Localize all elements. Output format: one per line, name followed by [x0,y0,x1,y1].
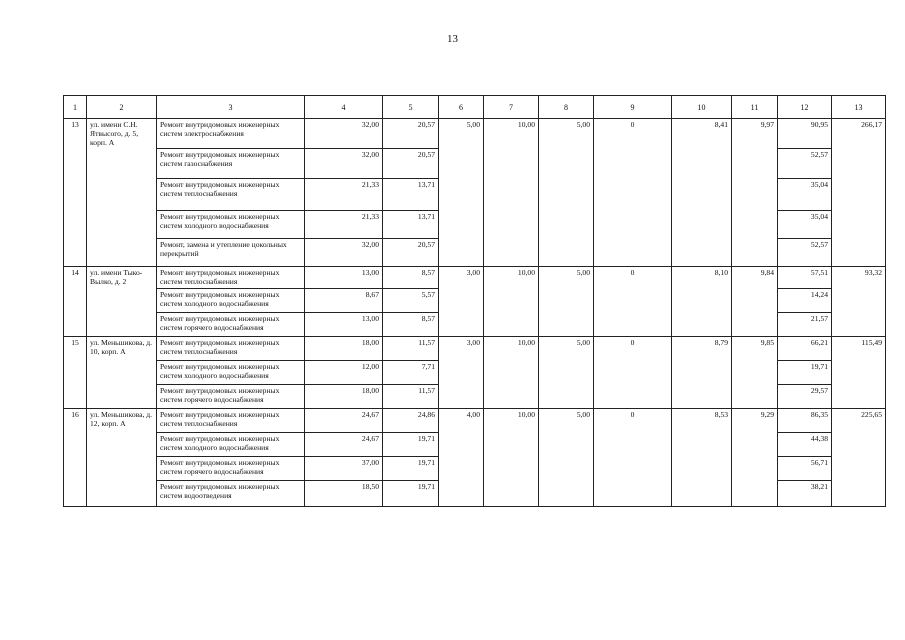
value-cell-4: 12,00 [305,361,383,385]
value-cell-12: 66,21 [778,337,832,361]
value-cell-4: 32,00 [305,239,383,267]
work-type-cell: Ремонт внутридомовых инженерных систем горячего водоснабжения [157,313,305,337]
value-cell-11: 9,97 [732,119,778,267]
value-cell-10: 8,53 [672,409,732,507]
value-cell-4: 18,00 [305,385,383,409]
value-cell-11: 9,85 [732,337,778,409]
value-cell-5: 20,57 [383,149,439,179]
value-cell-4: 37,00 [305,457,383,481]
value-cell-8: 5,00 [539,119,594,267]
value-cell-4: 13,00 [305,267,383,289]
value-cell-5: 13,71 [383,179,439,211]
value-cell-11: 9,84 [732,267,778,337]
value-cell-4: 21,33 [305,179,383,211]
page-number: 13 [447,33,458,45]
value-cell-7: 10,00 [484,337,539,409]
value-cell-4: 32,00 [305,119,383,149]
row-number-cell: 15 [64,337,87,409]
table-row [64,409,886,433]
value-cell-5: 19,71 [383,481,439,507]
value-cell-4: 24,67 [305,433,383,457]
address-cell: ул. Меньшикова, д. 10, корп. А [87,337,157,409]
value-cell-12: 90,95 [778,119,832,149]
work-type-cell: Ремонт внутридомовых инженерных систем холодного водоснабжения [157,361,305,385]
value-cell-9: 0 [594,119,672,267]
value-cell-4: 24,67 [305,409,383,433]
column-header: 6 [439,96,484,119]
works-table [63,95,886,507]
value-cell-4: 18,50 [305,481,383,507]
value-cell-5: 11,57 [383,337,439,361]
value-cell-5: 11,57 [383,385,439,409]
column-header: 7 [484,96,539,119]
work-type-cell: Ремонт внутридомовых инженерных систем водоотведения [157,481,305,507]
value-cell-12: 86,35 [778,409,832,433]
total-cell-13: 225,65 [832,409,886,507]
value-cell-12: 21,57 [778,313,832,337]
work-type-cell: Ремонт внутридомовых инженерных систем теплоснабжения [157,409,305,433]
value-cell-7: 10,00 [484,267,539,337]
column-header: 13 [832,96,886,119]
total-cell-13: 266,17 [832,119,886,267]
column-header: 12 [778,96,832,119]
row-number-cell: 14 [64,267,87,337]
column-header: 4 [305,96,383,119]
value-cell-12: 19,71 [778,361,832,385]
work-type-cell: Ремонт внутридомовых инженерных систем теплоснабжения [157,267,305,289]
value-cell-7: 10,00 [484,119,539,267]
work-type-cell: Ремонт, замена и утепление цокольных перекрытий [157,239,305,267]
value-cell-4: 21,33 [305,211,383,239]
value-cell-4: 18,00 [305,337,383,361]
work-type-cell: Ремонт внутридомовых инженерных систем теплоснабжения [157,337,305,361]
total-cell-13: 93,32 [832,267,886,337]
column-header: 2 [87,96,157,119]
value-cell-12: 14,24 [778,289,832,313]
total-cell-13: 115,49 [832,337,886,409]
value-cell-12: 38,21 [778,481,832,507]
value-cell-5: 13,71 [383,211,439,239]
value-cell-5: 7,71 [383,361,439,385]
column-header: 1 [64,96,87,119]
value-cell-12: 29,57 [778,385,832,409]
value-cell-7: 10,00 [484,409,539,507]
row-number-cell: 16 [64,409,87,507]
value-cell-6: 4,00 [439,409,484,507]
row-number-cell: 13 [64,119,87,267]
column-header: 3 [157,96,305,119]
value-cell-12: 44,38 [778,433,832,457]
value-cell-5: 20,57 [383,119,439,149]
value-cell-9: 0 [594,267,672,337]
work-type-cell: Ремонт внутридомовых инженерных систем электроснабжения [157,119,305,149]
value-cell-12: 35,04 [778,211,832,239]
address-cell: ул. имени Тыко-Вылко, д. 2 [87,267,157,337]
value-cell-12: 52,57 [778,149,832,179]
value-cell-5: 20,57 [383,239,439,267]
value-cell-5: 5,57 [383,289,439,313]
column-header: 11 [732,96,778,119]
value-cell-10: 8,79 [672,337,732,409]
value-cell-5: 8,57 [383,313,439,337]
table-row [64,337,886,361]
value-cell-8: 5,00 [539,267,594,337]
value-cell-5: 19,71 [383,433,439,457]
value-cell-10: 8,10 [672,267,732,337]
work-type-cell: Ремонт внутридомовых инженерных систем холодного водоснабжения [157,211,305,239]
column-header: 5 [383,96,439,119]
value-cell-5: 19,71 [383,457,439,481]
column-header: 9 [594,96,672,119]
value-cell-4: 32,00 [305,149,383,179]
work-type-cell: Ремонт внутридомовых инженерных систем газоснабжения [157,149,305,179]
value-cell-8: 5,00 [539,337,594,409]
table-row [64,267,886,289]
work-type-cell: Ремонт внутридомовых инженерных систем горячего водоснабжения [157,385,305,409]
value-cell-5: 24,86 [383,409,439,433]
table-row [64,119,886,149]
value-cell-5: 8,57 [383,267,439,289]
value-cell-4: 8,67 [305,289,383,313]
value-cell-11: 9,29 [732,409,778,507]
value-cell-4: 13,00 [305,313,383,337]
address-cell: ул. имени С.Н. Ятвысого, д. 5, корп. А [87,119,157,267]
value-cell-6: 5,00 [439,119,484,267]
value-cell-10: 8,41 [672,119,732,267]
work-type-cell: Ремонт внутридомовых инженерных систем холодного водоснабжения [157,289,305,313]
value-cell-8: 5,00 [539,409,594,507]
value-cell-9: 0 [594,409,672,507]
address-cell: ул. Меньшикова, д. 12, корп. А [87,409,157,507]
value-cell-12: 57,51 [778,267,832,289]
work-type-cell: Ремонт внутридомовых инженерных систем теплоснабжения [157,179,305,211]
value-cell-6: 3,00 [439,267,484,337]
value-cell-6: 3,00 [439,337,484,409]
work-type-cell: Ремонт внутридомовых инженерных систем холодного водоснабжения [157,433,305,457]
value-cell-12: 35,04 [778,179,832,211]
column-header: 8 [539,96,594,119]
work-type-cell: Ремонт внутридомовых инженерных систем горячего водоснабжения [157,457,305,481]
header-row [64,96,886,119]
value-cell-9: 0 [594,337,672,409]
value-cell-12: 52,57 [778,239,832,267]
column-header: 10 [672,96,732,119]
value-cell-12: 56,71 [778,457,832,481]
